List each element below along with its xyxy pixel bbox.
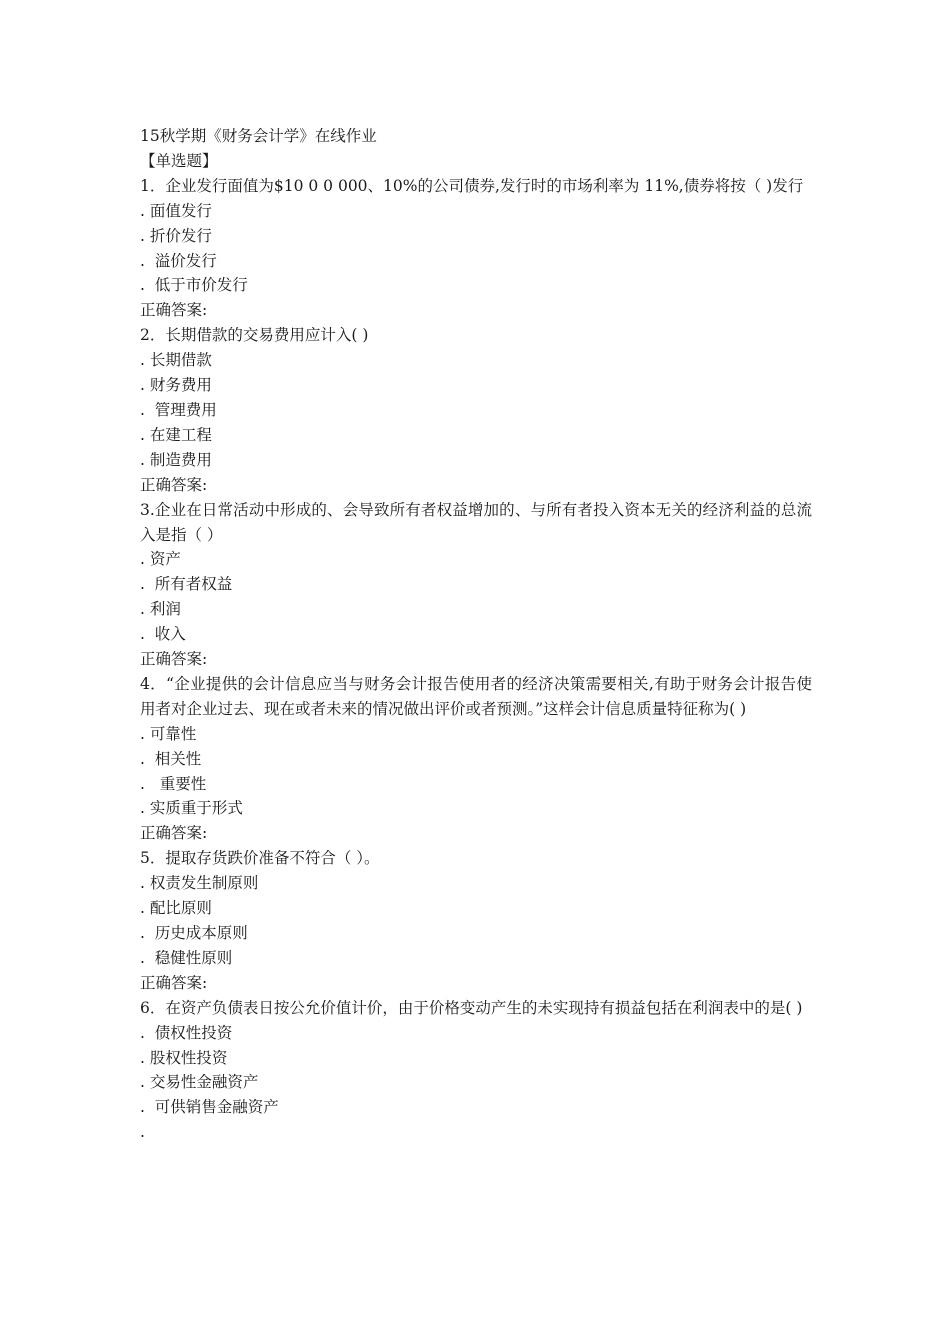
answer-label: 正确答案: [140,650,208,669]
option: . 长期借款 [140,351,212,370]
question-5 [140,846,812,995]
option: . 股权性投资 [140,1048,228,1067]
answer-label: 正确答案: [140,301,208,320]
option: . 收入 [140,625,186,644]
section-heading: 【单选题】 [140,151,218,170]
option: . 制造费用 [140,450,212,469]
question-6 [140,996,812,1145]
option: . 权责发生制原则 [140,874,259,893]
option: . 历史成本原则 [140,924,248,942]
option: . 相关性 [140,749,202,768]
option: . 折价发行 [140,226,212,245]
question-text: 5．提取存货跌价准备不符合（ ）。 [140,849,380,868]
option: . 交易性金融资产 [140,1073,259,1092]
document-page [140,124,812,1145]
question-text: 2．长期借款的交易费用应计入( ) [140,326,369,345]
option: . 低于市价发行 [140,276,248,295]
option: . 重要性 [140,774,207,793]
option: . 面值发行 [140,201,212,220]
option: . 可供销售金融资产 [140,1098,279,1117]
document-title: 15秋学期《财务会计学》在线作业 [140,127,377,145]
option: . 可靠性 [140,724,197,743]
option: . 在建工程 [140,425,212,444]
option: . [140,1123,145,1142]
option: . 管理费用 [140,400,217,419]
answer-label: 正确答案: [140,973,208,992]
option: . 配比原则 [140,899,212,918]
question-2 [140,323,812,497]
option: . 资产 [140,550,181,569]
option: . 溢价发行 [140,251,217,270]
option: . 财务费用 [140,376,212,395]
option: . 所有者权益 [140,575,233,594]
option: . 稳健性原则 [140,948,233,967]
question-3 [140,498,812,672]
question-text: 1．企业发行面值为$10 0 0 000、10%的公司债券,发行时的市场利率为 11%,债券将按（ )发行 [140,176,804,195]
question-text: 3.企业在日常活动中形成的、会导致所有者权益增加的、与所有者投入资本无关的经济利益的总流入是指（ ） [140,500,812,544]
option: . 实质重于形式 [140,799,243,818]
question-4 [140,672,812,846]
question-1 [140,174,812,323]
option: . 利润 [140,600,181,619]
answer-label: 正确答案: [140,824,208,843]
option: . 债权性投资 [140,1023,233,1042]
answer-label: 正确答案: [140,475,208,494]
question-text: 4．“企业提供的会计信息应当与财务会计报告使用者的经济决策需要相关,有助于财务会计报告使用者对企业过去、现在或者未来的情况做出评价或者预测。”这样会计信息质量特征称为( ) [140,674,812,718]
question-text: 6．在资产负债表日按公允价值计价，由于价格变动产生的未实现持有损益包括在利润表中的是( ) [140,998,803,1017]
